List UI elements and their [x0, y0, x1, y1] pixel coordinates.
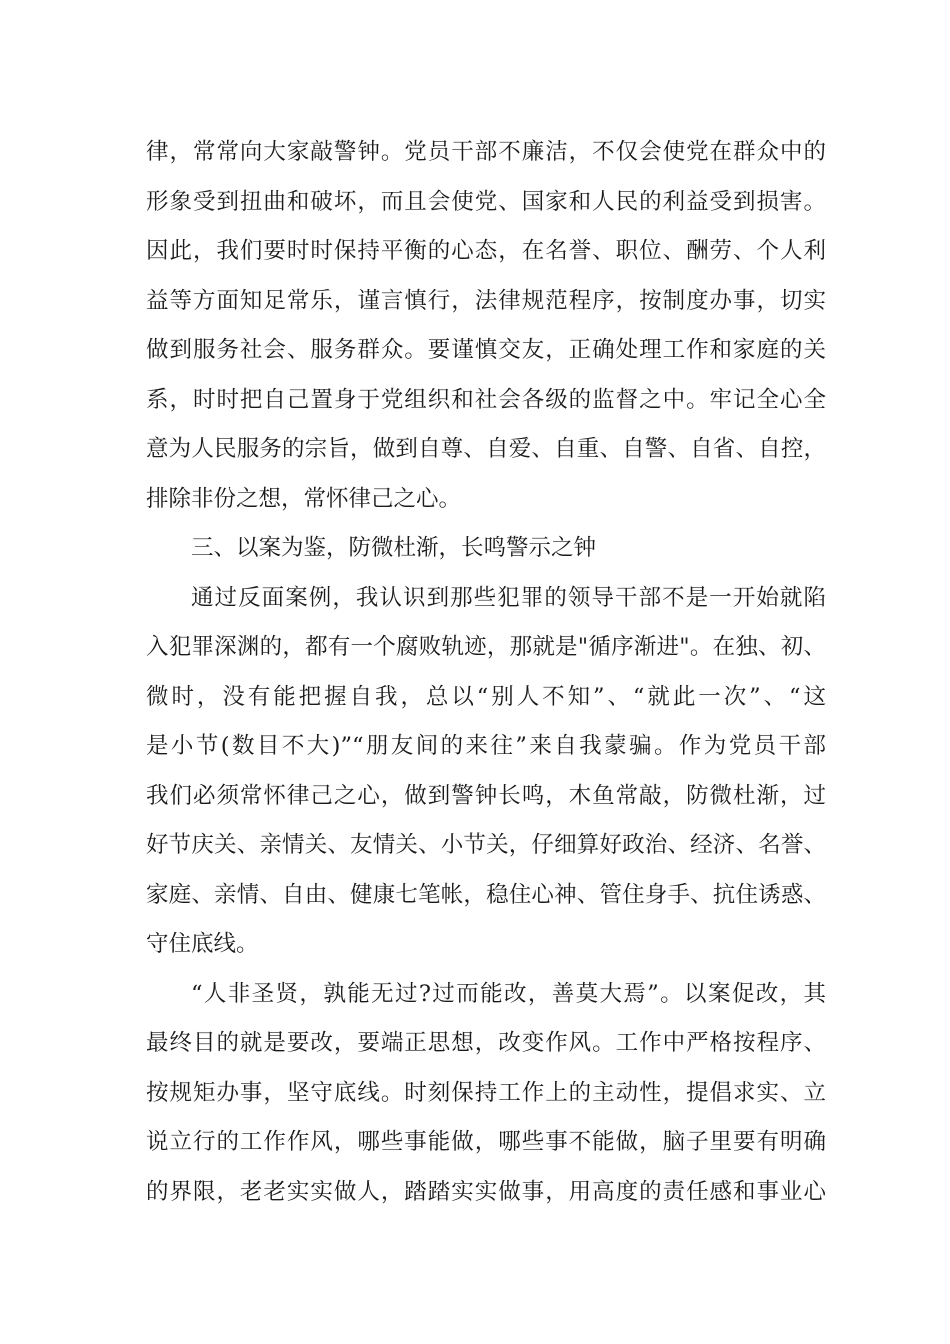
text-line: 说立行的工作作风，哪些事能做，哪些事不能做，脑子里要有明确	[146, 1129, 826, 1155]
text-line: 入犯罪深渊的，都有一个腐败轨迹，那就是"循序渐进"。在独、初、	[146, 634, 826, 660]
text-line: 因此，我们要时时保持平衡的心态，在名誉、职位、酬劳、个人利	[146, 238, 826, 264]
section-heading: 三、以案为鉴，防微杜渐，长鸣警示之钟	[191, 535, 597, 561]
text-line: 守住底线。	[146, 931, 259, 957]
text-line: 按规矩办事，坚守底线。时刻保持工作上的主动性，提倡求实、立	[146, 1079, 826, 1106]
text-line: 微时，没有能把握自我，总以“别人不知”、“就此一次”、“这	[146, 683, 826, 710]
text-line: 通过反面案例，我认识到那些犯罪的领导干部不是一开始就陷	[191, 584, 826, 611]
text-line: “人非圣贤，孰能无过?过而能改，善莫大焉”。以案促改，其	[191, 980, 826, 1007]
text-line: 形象受到扭曲和破坏，而且会使党、国家和人民的利益受到损害。	[146, 188, 826, 215]
text-line: 家庭、亲情、自由、健康七笔帐，稳住心神、管住身手、抗住诱惑、	[146, 881, 826, 908]
text-line: 我们必须常怀律己之心，做到警钟长鸣，木鱼常敲，防微杜渐，过	[146, 782, 826, 809]
text-line: 做到服务社会、服务群众。要谨慎交友，正确处理工作和家庭的关	[146, 337, 826, 363]
text-line: 益等方面知足常乐，谨言慎行，法律规范程序，按制度办事，切实	[146, 287, 826, 314]
text-line: 律，常常向大家敲警钟。党员干部不廉洁，不仅会使党在群众中的	[146, 139, 826, 165]
text-line: 的界限，老老实实做人，踏踏实实做事，用高度的责任感和事业心	[146, 1178, 826, 1205]
text-line: 最终目的就是要改，要端正思想，改变作风。工作中严格按程序、	[146, 1030, 826, 1056]
text-line: 排除非份之想，常怀律己之心。	[146, 485, 462, 512]
text-line: 是小节(数目不大)”“朋友间的来往”来自我蒙骗。作为党员干部	[146, 733, 826, 759]
document-body	[146, 128, 826, 1217]
text-line: 好节庆关、亲情关、友情关、小节关，仔细算好政治、经济、名誉、	[146, 832, 826, 858]
text-line: 意为人民服务的宗旨，做到自尊、自爱、自重、自警、自省、自控，	[146, 436, 826, 462]
text-line: 系，时时把自己置身于党组织和社会各级的监督之中。牢记全心全	[146, 386, 826, 413]
